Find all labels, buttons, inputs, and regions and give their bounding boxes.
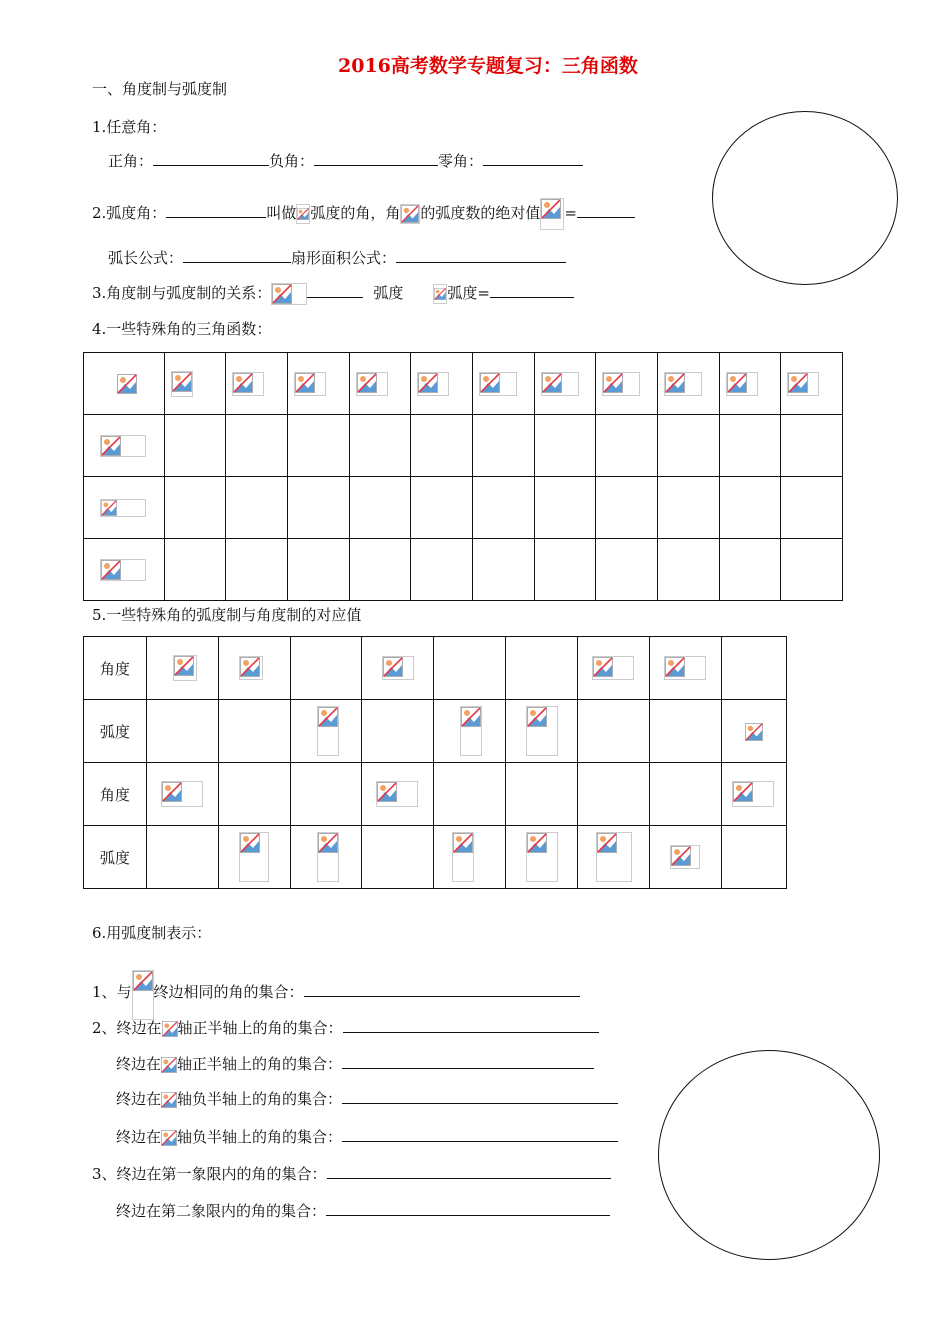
table-cell[interactable] [781, 477, 843, 539]
table-cell[interactable] [146, 700, 218, 763]
table-cell[interactable] [164, 539, 226, 601]
table-cell[interactable] [434, 637, 506, 700]
formula-image-icon [732, 781, 774, 807]
table-cell[interactable] [226, 477, 288, 539]
q4-label: 4.一些特殊角的三角函数： [92, 320, 272, 338]
formula-image-icon [670, 845, 700, 869]
table-cell[interactable] [596, 415, 658, 477]
table-cell [362, 763, 434, 826]
formula-image-icon [100, 435, 146, 457]
q6-line4 [116, 1088, 618, 1109]
table-cell [781, 353, 843, 415]
table-cell [290, 826, 362, 889]
negative-angle-label: 负角： [269, 152, 315, 170]
table-cell [349, 353, 411, 415]
q3-blank-1[interactable] [307, 283, 363, 298]
q6-blank-5[interactable] [342, 1127, 618, 1142]
table-cell[interactable] [288, 539, 350, 601]
q2-line2 [108, 247, 566, 268]
table-cell[interactable] [349, 415, 411, 477]
formula-image-icon [296, 204, 310, 224]
positive-angle-label: 正角： [108, 152, 154, 170]
table-cell [288, 353, 350, 415]
q5-label: 5.一些特殊角的弧度制与角度制的对应值 [92, 606, 362, 624]
table-cell [506, 700, 578, 763]
table-cell [650, 826, 722, 889]
formula-image-icon [526, 832, 558, 882]
sector-area-label: 扇形面积公式： [291, 249, 397, 267]
table-cell[interactable] [290, 637, 362, 700]
table-cell [434, 826, 506, 889]
trig-values-table [83, 352, 843, 601]
q6-l2-text: 轴正半轴上的角的集合： [177, 1019, 343, 1037]
table-cell[interactable] [506, 763, 578, 826]
table-cell[interactable] [722, 826, 787, 889]
formula-image-icon [161, 1130, 177, 1146]
formula-image-icon [294, 372, 326, 396]
formula-image-icon [596, 832, 632, 882]
table-cell[interactable] [362, 700, 434, 763]
formula-image-icon [239, 832, 269, 882]
table-cell [84, 477, 165, 539]
zero-angle-blank[interactable] [483, 151, 583, 166]
formula-image-icon [117, 374, 137, 394]
table-cell[interactable] [578, 700, 650, 763]
formula-image-icon [239, 656, 263, 680]
table-row [84, 700, 787, 763]
table-cell [218, 637, 290, 700]
table-cell [290, 700, 362, 763]
table-cell[interactable] [722, 637, 787, 700]
table-cell[interactable] [288, 477, 350, 539]
table-cell[interactable] [719, 477, 781, 539]
table-cell[interactable] [719, 415, 781, 477]
formula-image-icon [161, 1092, 177, 1108]
q6-l7-text: 终边在第二象限内的角的集合： [116, 1202, 327, 1220]
table-cell[interactable] [650, 763, 722, 826]
table-cell [84, 353, 165, 415]
q6-l2-prefix: 2、终边在 [92, 1019, 162, 1037]
formula-image-icon [540, 198, 564, 230]
table-cell [473, 353, 535, 415]
zero-angle-label: 零角： [438, 152, 484, 170]
formula-image-icon [232, 372, 264, 396]
table-cell[interactable] [288, 415, 350, 477]
table-cell [434, 700, 506, 763]
table-cell [722, 763, 787, 826]
formula-image-icon [161, 1057, 177, 1073]
table-cell[interactable] [411, 477, 473, 539]
q1-line [108, 150, 583, 171]
table-cell [722, 700, 787, 763]
formula-image-icon [173, 655, 197, 681]
table-cell [84, 539, 165, 601]
q3-radian-eq: 弧度= [447, 284, 490, 302]
q6-line6 [92, 1163, 611, 1184]
table-cell[interactable] [349, 477, 411, 539]
q6-label: 6.用弧度制表示： [92, 924, 212, 942]
q6-l3-prefix: 终边在 [116, 1055, 162, 1073]
table-cell [578, 637, 650, 700]
table-cell[interactable] [657, 539, 719, 601]
q6-l1-text: 终边相同的角的集合： [153, 983, 304, 1001]
table-cell [596, 353, 658, 415]
q6-blank-1[interactable] [304, 982, 580, 997]
formula-image-icon [479, 372, 517, 396]
q6-l6-text: 3、终边在第一象限内的角的集合： [92, 1165, 327, 1183]
table-cell [146, 763, 218, 826]
table-cell [218, 826, 290, 889]
arc-length-label: 弧长公式： [108, 249, 184, 267]
table-cell [362, 637, 434, 700]
table-cell[interactable] [650, 700, 722, 763]
row-label: 弧度 [84, 700, 147, 763]
formula-image-icon [787, 372, 819, 396]
formula-image-icon [602, 372, 640, 396]
q6-l3-text: 轴正半轴上的角的集合： [177, 1055, 343, 1073]
table-cell[interactable] [218, 763, 290, 826]
table-row [84, 763, 787, 826]
formula-image-icon [433, 284, 447, 304]
q2-line1 [92, 198, 635, 230]
q6-blank-2[interactable] [343, 1018, 599, 1033]
table-cell[interactable] [226, 539, 288, 601]
table-cell[interactable] [349, 539, 411, 601]
formula-image-icon [100, 499, 146, 517]
circle-diagram-top [712, 111, 898, 285]
row-label: 角度 [84, 637, 147, 700]
table-cell [226, 353, 288, 415]
q6-l5-prefix: 终边在 [116, 1128, 162, 1146]
q6-line5 [116, 1126, 618, 1147]
formula-image-icon [376, 781, 418, 807]
formula-image-icon [317, 832, 339, 882]
formula-image-icon [417, 372, 449, 396]
table-cell[interactable] [411, 539, 473, 601]
table-cell[interactable] [164, 477, 226, 539]
table-cell [650, 637, 722, 700]
table-cell[interactable] [434, 763, 506, 826]
q6-l4-text: 轴负半轴上的角的集合： [177, 1090, 343, 1108]
q2-text-d: 的弧度数的绝对值 [420, 204, 541, 222]
q2-text-c: 弧度的角，角 [310, 204, 401, 222]
formula-image-icon [452, 832, 474, 882]
q6-line3 [116, 1053, 594, 1074]
q1-label: 1.任意角： [92, 118, 167, 136]
formula-image-icon [592, 656, 634, 680]
formula-image-icon [132, 970, 154, 1020]
table-cell [411, 353, 473, 415]
table-row [84, 415, 843, 477]
q6-blank-7[interactable] [326, 1201, 610, 1216]
table-cell[interactable] [362, 826, 434, 889]
formula-image-icon [460, 706, 482, 756]
q3-blank-2[interactable] [490, 283, 574, 298]
formula-image-icon [400, 204, 420, 224]
table-cell[interactable] [473, 477, 535, 539]
table-cell[interactable] [534, 539, 596, 601]
formula-image-icon [745, 723, 763, 741]
q6-line7 [116, 1200, 610, 1221]
formula-image-icon [161, 781, 203, 807]
table-cell[interactable] [473, 415, 535, 477]
negative-angle-blank[interactable] [314, 151, 438, 166]
section-heading: 一、角度制与弧度制 [92, 80, 228, 98]
q6-blank-3[interactable] [342, 1054, 594, 1069]
table-cell[interactable] [657, 415, 719, 477]
circle-diagram-bottom [658, 1050, 880, 1260]
table-cell[interactable] [781, 415, 843, 477]
table-cell[interactable] [596, 477, 658, 539]
formula-image-icon [356, 372, 388, 396]
formula-image-icon [162, 1021, 178, 1037]
q6-l5-text: 轴负半轴上的角的集合： [177, 1128, 343, 1146]
table-cell [534, 353, 596, 415]
table-cell[interactable] [473, 539, 535, 601]
table-cell[interactable] [534, 477, 596, 539]
formula-image-icon [171, 371, 193, 397]
q2-radian-label: 2.弧度角： [92, 204, 167, 222]
formula-image-icon [382, 656, 414, 680]
table-cell [146, 637, 218, 700]
row-label: 角度 [84, 763, 147, 826]
q3-radian-text: 弧度 [373, 284, 404, 302]
table-cell[interactable] [411, 415, 473, 477]
formula-image-icon [664, 656, 706, 680]
table-cell [84, 415, 165, 477]
table-row [84, 826, 787, 889]
arc-length-blank[interactable] [183, 248, 291, 263]
table-cell [657, 353, 719, 415]
q6-blank-4[interactable] [342, 1089, 618, 1104]
formula-image-icon [541, 372, 579, 396]
table-cell[interactable] [719, 539, 781, 601]
formula-image-icon [271, 283, 307, 305]
q2-text-e: = [564, 204, 577, 222]
q6-line2 [92, 1017, 599, 1038]
q6-blank-6[interactable] [327, 1164, 611, 1179]
table-cell[interactable] [657, 477, 719, 539]
formula-image-icon [664, 372, 702, 396]
formula-image-icon [726, 372, 758, 396]
q3-line [92, 282, 574, 305]
table-cell[interactable] [506, 637, 578, 700]
table-row [84, 637, 787, 700]
table-row [84, 477, 843, 539]
formula-image-icon [526, 706, 558, 756]
table-cell[interactable] [146, 826, 218, 889]
row-label: 弧度 [84, 826, 147, 889]
table-cell [506, 826, 578, 889]
table-cell[interactable] [534, 415, 596, 477]
table-cell[interactable] [218, 700, 290, 763]
table-cell[interactable] [596, 539, 658, 601]
q6-line1 [92, 970, 580, 1002]
table-cell [578, 826, 650, 889]
table-cell[interactable] [578, 763, 650, 826]
q2-text-b: 叫做 [266, 204, 297, 222]
table-row [84, 539, 843, 601]
table-cell[interactable] [781, 539, 843, 601]
radian-def-blank[interactable] [166, 203, 266, 218]
positive-angle-blank[interactable] [153, 151, 269, 166]
q3-label: 3.角度制与弧度制的关系： [92, 284, 272, 302]
page-title: 2016高考数学专题复习：三角函数 [338, 55, 638, 77]
q6-l1-prefix: 1、与 [92, 983, 132, 1001]
table-cell [719, 353, 781, 415]
abs-value-blank[interactable] [577, 203, 635, 218]
table-cell[interactable] [164, 415, 226, 477]
table-cell[interactable] [290, 763, 362, 826]
table-row [84, 353, 843, 415]
q6-l4-prefix: 终边在 [116, 1090, 162, 1108]
formula-image-icon [317, 706, 339, 756]
table-cell[interactable] [226, 415, 288, 477]
sector-area-blank[interactable] [396, 248, 566, 263]
degree-radian-table [83, 636, 787, 889]
formula-image-icon [100, 559, 146, 581]
table-cell [164, 353, 226, 415]
